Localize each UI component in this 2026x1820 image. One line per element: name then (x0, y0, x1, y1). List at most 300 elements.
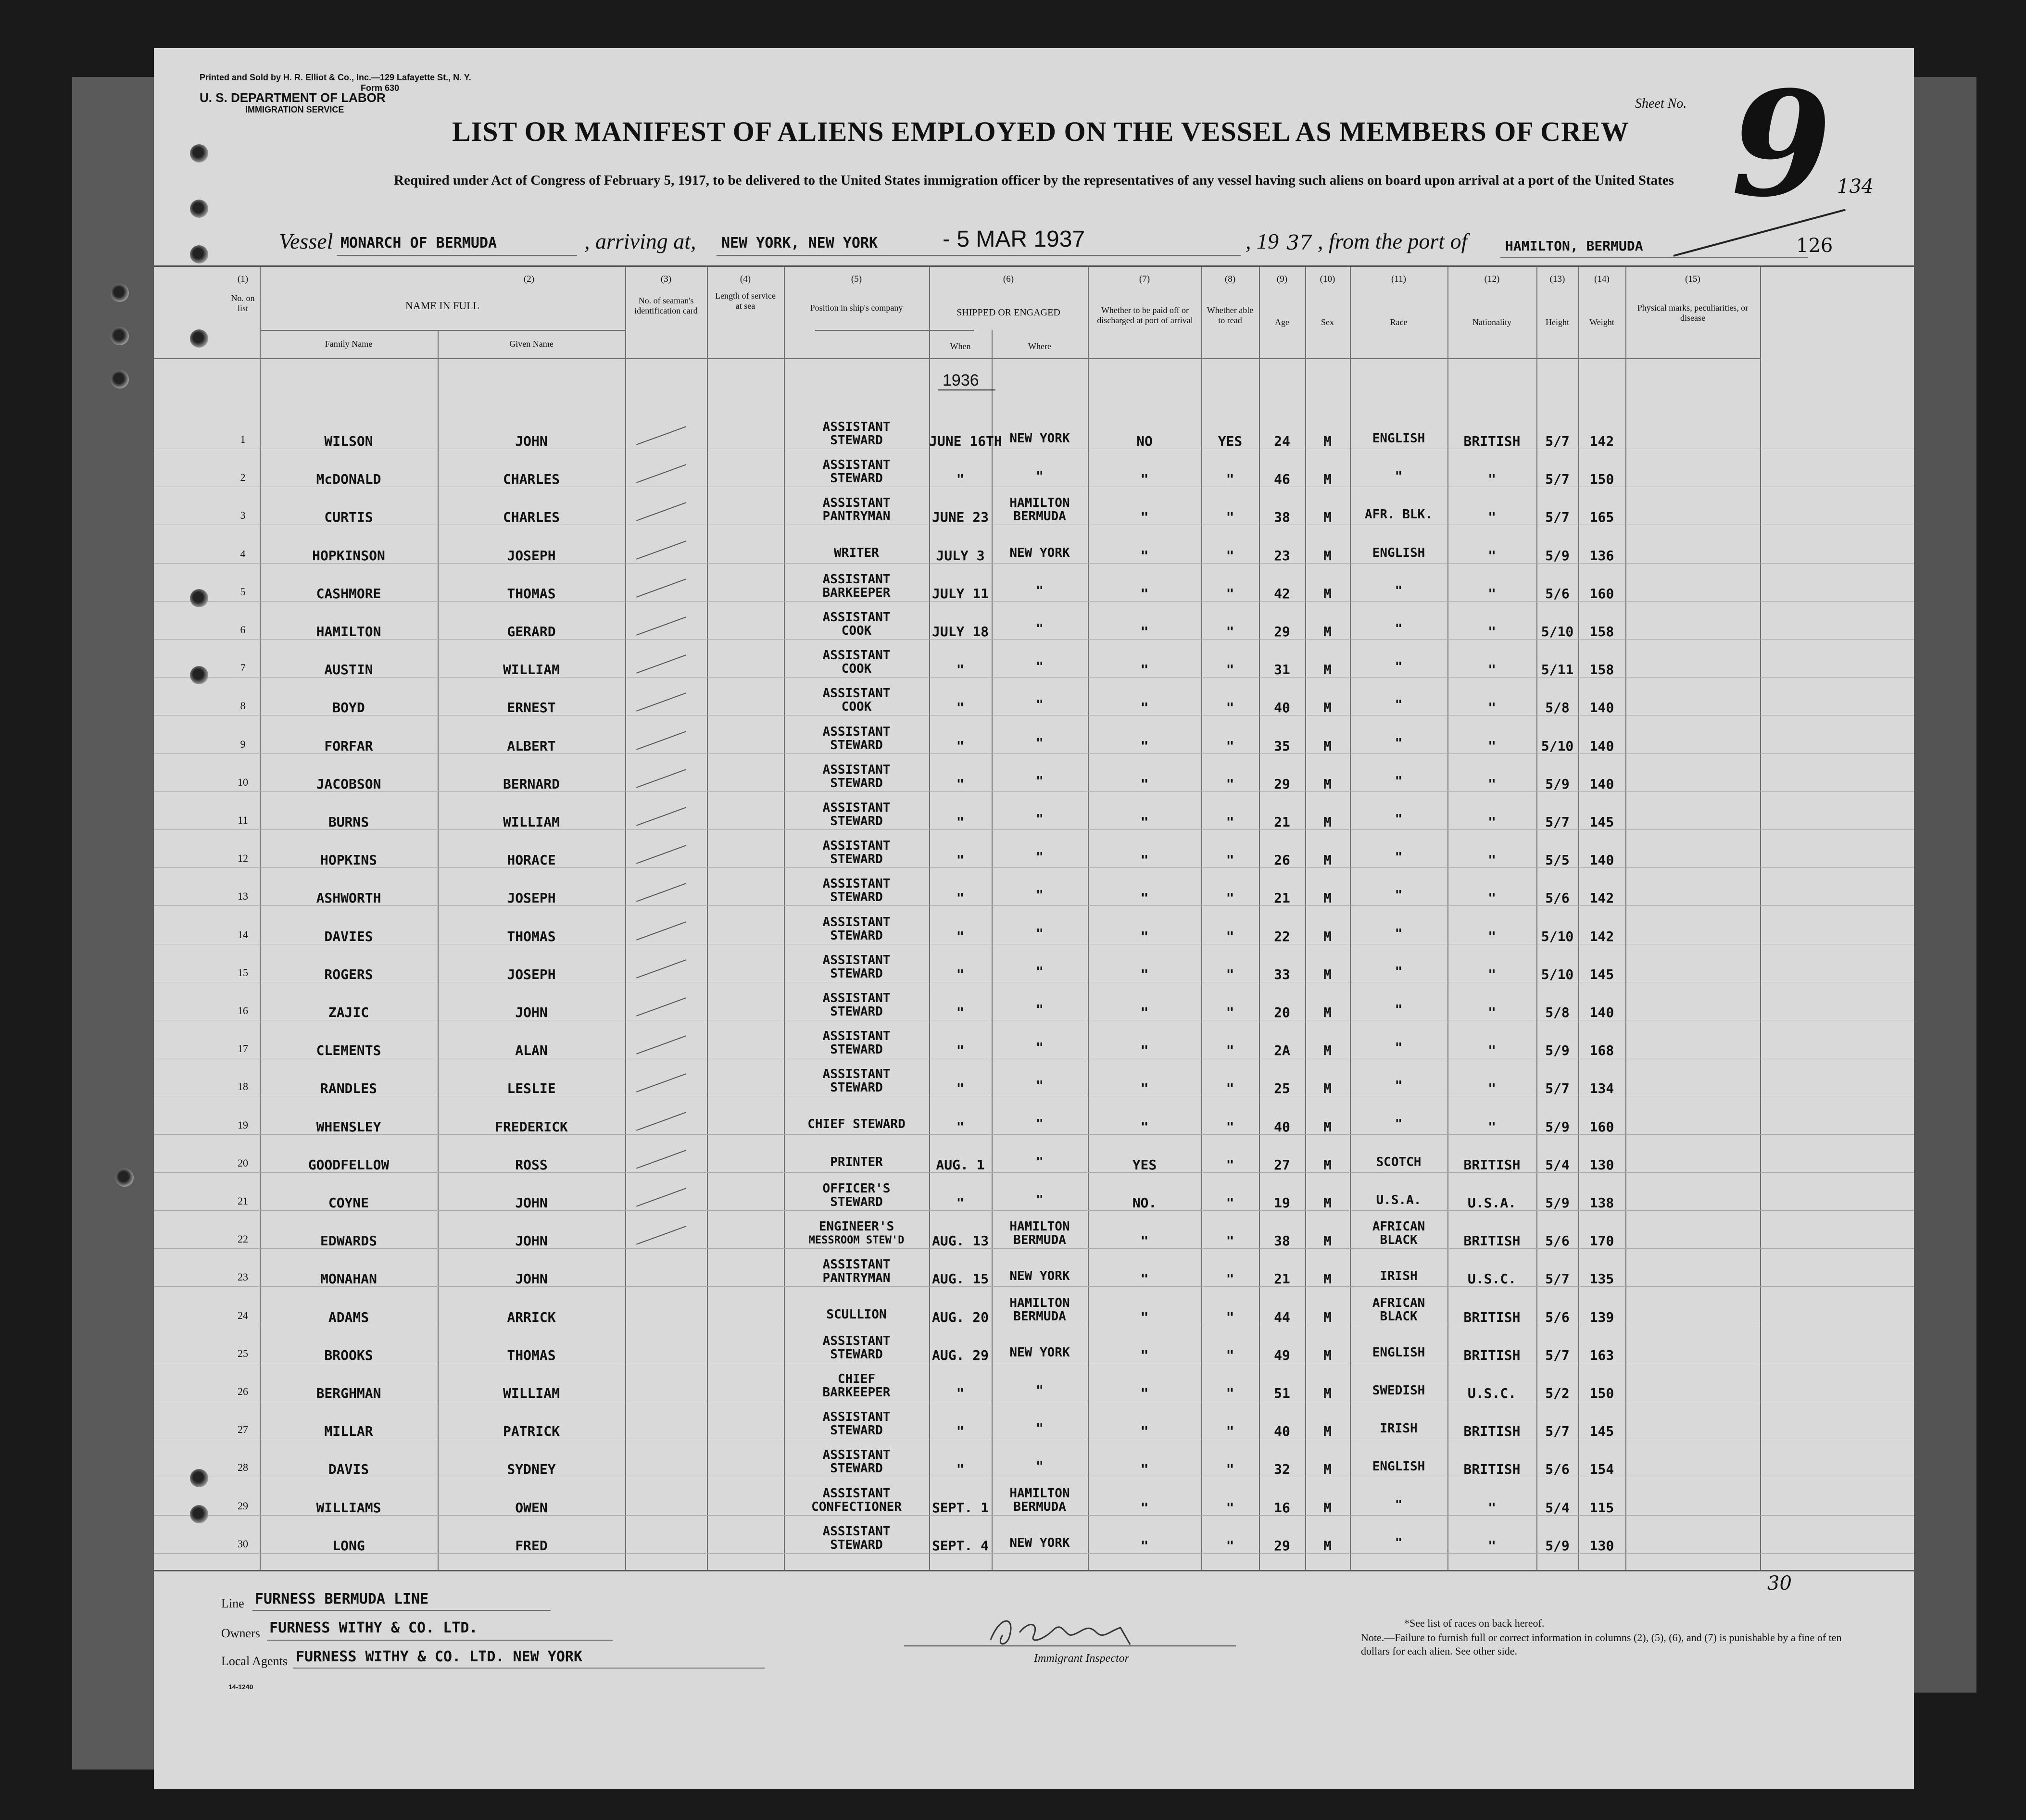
cell-where1: " (1036, 1155, 1044, 1169)
cell-race1: " (1395, 926, 1403, 941)
cell-read: " (1226, 852, 1234, 868)
cell-family: DAVIES (324, 928, 373, 944)
cell-where1: " (1036, 1117, 1044, 1131)
table-row (154, 911, 1914, 949)
cell-height: 5/7 (1545, 814, 1570, 830)
cell-given: THOMAS (507, 928, 556, 944)
cell-family: CASHMORE (316, 585, 381, 602)
cell-no: 3 (240, 509, 246, 522)
cell-height: 5/4 (1545, 1156, 1570, 1173)
col-num-14: (14) (1594, 274, 1610, 284)
table-row (154, 568, 1914, 606)
cell-given: BERNARD (503, 776, 560, 792)
cell-sex: M (1323, 700, 1332, 716)
id-card-slash-mark (636, 1226, 686, 1245)
cell-weight: 134 (1589, 1080, 1614, 1097)
cell-where1: " (1036, 1383, 1044, 1398)
cell-where1: " (1036, 1003, 1044, 1017)
cell-where1: " (1036, 1041, 1044, 1055)
cell-given: WILLIAM (503, 662, 560, 678)
cell-pos1: ASSISTANT (822, 648, 891, 663)
header-age: Age (1275, 317, 1289, 327)
cell-no: 17 (238, 1042, 248, 1055)
cell-when: AUG. 1 (936, 1156, 985, 1173)
punch-hole (190, 200, 208, 218)
cell-nat: " (1488, 624, 1496, 640)
id-card-slash-mark (636, 1150, 686, 1169)
cell-race1: SWEDISH (1372, 1383, 1425, 1398)
cell-read: " (1226, 1042, 1234, 1059)
cell-no: 6 (240, 624, 246, 636)
cell-nat: BRITISH (1463, 1461, 1521, 1478)
cell-weight: 140 (1589, 776, 1614, 792)
cell-height: 5/6 (1545, 1309, 1570, 1325)
cell-where1: " (1036, 1079, 1044, 1093)
id-card-slash-mark (636, 693, 686, 712)
header-name-in-full: NAME IN FULL (405, 300, 479, 312)
manifest-page (154, 48, 1914, 1789)
cell-pos1: ASSISTANT (822, 1448, 891, 1463)
cell-no: 19 (238, 1118, 248, 1131)
cell-sex: M (1323, 814, 1332, 830)
owners-label: Owners (221, 1626, 260, 1640)
cell-age: 35 (1274, 738, 1290, 754)
cell-age: 38 (1274, 509, 1290, 526)
punch-hole (190, 666, 208, 684)
cell-family: HOPKINS (320, 852, 377, 868)
cell-family: BROOKS (324, 1347, 373, 1363)
cell-family: AUSTIN (324, 662, 373, 678)
cell-given: WILLIAM (503, 1385, 560, 1401)
cell-height: 5/7 (1545, 1423, 1570, 1440)
cell-paid: " (1140, 776, 1149, 792)
vessel-label: Vessel (279, 229, 333, 253)
cell-race1: " (1395, 1497, 1403, 1512)
cell-age: 51 (1274, 1385, 1290, 1401)
cell-pos2: STEWARD (830, 738, 883, 753)
cell-where1: NEW YORK (1009, 1269, 1070, 1284)
cell-read: " (1226, 1271, 1234, 1287)
cell-nat: " (1488, 662, 1496, 678)
cell-paid: " (1140, 547, 1149, 564)
year-heading: 1936 (943, 371, 979, 389)
punch-hole (111, 370, 129, 389)
form-code: 14-1240 (228, 1683, 253, 1691)
cell-no: 29 (238, 1499, 248, 1512)
cell-pos1: ASSISTANT (822, 1067, 891, 1082)
cell-read: " (1226, 1461, 1234, 1478)
cell-family: WILLIAMS (316, 1499, 381, 1516)
cell-pos2: STEWARD (830, 1537, 883, 1552)
cell-where2: BERMUDA (1013, 1233, 1066, 1248)
col-num-8: (8) (1224, 274, 1236, 284)
cell-where1: HAMILTON (1009, 1486, 1070, 1501)
cell-no: 22 (238, 1233, 248, 1245)
cell-height: 5/6 (1545, 1233, 1570, 1249)
cell-paid: " (1140, 1118, 1149, 1135)
cell-paid: " (1140, 471, 1149, 488)
cell-weight: 140 (1589, 700, 1614, 716)
cell-given: JOHN (515, 1004, 548, 1020)
cell-sex: M (1323, 1271, 1332, 1287)
cell-family: FORFAR (324, 738, 373, 754)
cell-weight: 142 (1589, 890, 1614, 906)
col-num-12: (12) (1484, 274, 1500, 284)
table-row (154, 797, 1914, 835)
table-row (154, 682, 1914, 720)
cell-age: 40 (1274, 1118, 1290, 1135)
cell-height: 5/9 (1545, 776, 1570, 792)
cell-race1: " (1395, 888, 1403, 903)
cell-height: 5/9 (1545, 1042, 1570, 1059)
cell-weight: 165 (1589, 509, 1614, 526)
cell-no: 25 (238, 1347, 248, 1359)
id-card-slash-mark (636, 921, 686, 941)
cell-pos1: ASSISTANT (822, 991, 891, 1005)
table-row (154, 1140, 1914, 1178)
cell-family: DAVIS (328, 1461, 369, 1478)
sheet-number: 9 (1731, 59, 1832, 229)
cell-where1: " (1036, 926, 1044, 941)
col-num-1: (1) (237, 274, 249, 284)
table-row (154, 1406, 1914, 1444)
cell-where1: " (1036, 469, 1044, 484)
cell-no: 5 (240, 585, 246, 598)
cell-race1: IRISH (1380, 1269, 1418, 1284)
cell-given: OWEN (515, 1499, 548, 1516)
col-num-6: (6) (1003, 274, 1014, 284)
cell-pos2: BARKEEPER (822, 585, 891, 600)
cell-pos1: ASSISTANT (822, 953, 891, 967)
cell-pos2: STEWARD (830, 1042, 883, 1057)
cell-where1: " (1036, 812, 1044, 827)
cell-sex: M (1323, 1423, 1332, 1440)
cell-where1: " (1036, 774, 1044, 789)
cell-paid: " (1140, 852, 1149, 868)
cell-when: AUG. 15 (931, 1271, 989, 1287)
cell-age: 40 (1274, 1423, 1290, 1440)
cell-height: 5/10 (1541, 928, 1574, 944)
cell-read: " (1226, 700, 1234, 716)
cell-paid: " (1140, 1004, 1149, 1020)
cell-weight: 135 (1589, 1271, 1614, 1287)
cell-race1: IRISH (1380, 1421, 1418, 1436)
cell-nat: BRITISH (1463, 1423, 1521, 1440)
cell-no: 9 (240, 738, 246, 750)
cell-weight: 154 (1589, 1461, 1614, 1478)
cell-pos1: ASSISTANT (822, 1486, 891, 1501)
sheet-number-label: Sheet No. (1635, 96, 1687, 111)
total-mark: 30 (1767, 1572, 1792, 1594)
cell-height: 5/11 (1541, 662, 1574, 678)
cell-paid: " (1140, 700, 1149, 716)
cell-where1: NEW YORK (1009, 1345, 1070, 1360)
cell-age: 33 (1274, 966, 1290, 982)
cell-family: RANDLES (320, 1080, 377, 1097)
cell-where1: NEW YORK (1009, 431, 1070, 446)
cell-pos2: STEWARD (830, 433, 883, 448)
cell-sex: M (1323, 966, 1332, 982)
cell-pos2: STEWARD (830, 814, 883, 828)
cell-when: " (956, 471, 965, 488)
cell-family: ASHWORTH (316, 890, 381, 906)
table-row (154, 1063, 1914, 1101)
cell-given: JOHN (515, 433, 548, 449)
cell-age: 26 (1274, 852, 1290, 868)
cell-weight: 138 (1589, 1195, 1614, 1211)
id-card-slash-mark (636, 959, 686, 979)
cell-height: 5/7 (1545, 1080, 1570, 1097)
cell-race1: " (1395, 698, 1403, 713)
cell-pos1: ASSISTANT (822, 762, 891, 777)
cell-nat: " (1488, 1499, 1496, 1516)
table-row (154, 1102, 1914, 1140)
cell-height: 5/4 (1545, 1499, 1570, 1516)
cell-age: 2A (1274, 1042, 1290, 1059)
cell-where1: " (1036, 1421, 1044, 1436)
cell-where2: BERMUDA (1013, 1499, 1066, 1514)
cell-read: " (1226, 890, 1234, 906)
cell-height: 5/7 (1545, 1271, 1570, 1287)
cell-when: " (956, 814, 965, 830)
header-family-name: Family Name (325, 339, 373, 349)
header-shipped: SHIPPED OR ENGAGED (956, 307, 1060, 318)
col-num-9: (9) (1276, 274, 1288, 284)
arriving-label: , arriving at, (584, 229, 696, 253)
cell-age: 22 (1274, 928, 1290, 944)
id-card-slash-mark (636, 1112, 686, 1131)
punch-hole (111, 284, 129, 302)
cell-nat: " (1488, 585, 1496, 602)
cell-family: MILLAR (324, 1423, 373, 1440)
cell-age: 23 (1274, 547, 1290, 564)
cell-weight: 130 (1589, 1156, 1614, 1173)
id-card-slash-mark (636, 654, 686, 674)
cell-age: 31 (1274, 662, 1290, 678)
cell-read: " (1226, 928, 1234, 944)
cell-given: ALBERT (507, 738, 556, 754)
cell-given: ARRICK (507, 1309, 556, 1325)
cell-pos2: COOK (841, 662, 872, 677)
cell-when: " (956, 1042, 965, 1059)
cell-pos2: STEWARD (830, 852, 883, 867)
cell-paid: " (1140, 585, 1149, 602)
cell-height: 5/2 (1545, 1385, 1570, 1401)
cell-sex: M (1323, 1004, 1332, 1020)
cell-family: ZAJIC (328, 1004, 369, 1020)
cell-where1: NEW YORK (1009, 545, 1070, 560)
cell-weight: 145 (1589, 966, 1614, 982)
from-label: , from the port of (1318, 229, 1468, 253)
cell-race1: SCOTCH (1376, 1155, 1422, 1169)
cell-height: 5/9 (1545, 547, 1570, 564)
cell-pos1: PRINTER (830, 1155, 883, 1169)
cell-weight: 158 (1589, 662, 1614, 678)
cell-age: 21 (1274, 890, 1290, 906)
cell-weight: 168 (1589, 1042, 1614, 1059)
cell-where1: " (1036, 698, 1044, 713)
cell-height: 5/10 (1541, 966, 1574, 982)
cell-weight: 136 (1589, 547, 1614, 564)
cell-height: 5/5 (1545, 852, 1570, 868)
cell-race1: " (1395, 469, 1403, 484)
cell-race1: " (1395, 622, 1403, 636)
table-row (154, 416, 1914, 454)
id-card-slash-mark (636, 769, 686, 788)
cell-when: JULY 11 (931, 585, 989, 602)
table-row (154, 606, 1914, 644)
cell-race1: " (1395, 660, 1403, 675)
header-no-on-list: No. on list (231, 293, 255, 313)
cell-age: 29 (1274, 776, 1290, 792)
cell-race1: " (1395, 964, 1403, 979)
cell-where1: " (1036, 1193, 1044, 1207)
cell-when: " (956, 1385, 965, 1401)
cell-pos1: ASSISTANT (822, 1257, 891, 1272)
cell-nat: " (1488, 509, 1496, 526)
cell-weight: 140 (1589, 1004, 1614, 1020)
cell-family: EDWARDS (320, 1233, 377, 1249)
table-row (154, 873, 1914, 911)
margin-number: 134 (1837, 176, 1874, 198)
punch-hole (190, 1469, 208, 1487)
cell-pos1: ASSISTANT (822, 1029, 891, 1044)
id-card-slash-mark (636, 464, 686, 483)
cell-race1: ENGLISH (1372, 1459, 1425, 1474)
cell-pos1: ASSISTANT (822, 1524, 891, 1539)
cell-nat: " (1488, 890, 1496, 906)
id-card-slash-mark (636, 1188, 686, 1207)
punch-hole (190, 329, 208, 348)
note-races: *See list of races on back hereof. (1404, 1617, 1545, 1629)
cell-when: " (956, 738, 965, 754)
cell-when: JUNE 16TH (929, 433, 1002, 449)
printer-line: Printed and Sold by H. R. Elliot & Co., Inc.—129 Lafayette St., N. Y. (200, 73, 471, 82)
punch-hole (115, 1168, 134, 1187)
table-row (154, 949, 1914, 987)
cell-given: ERNEST (507, 700, 556, 716)
header-physical-marks: Physical marks, peculiarities, or disease (1637, 303, 1749, 323)
date-stamp: - 5 MAR 1937 (943, 226, 1085, 252)
cell-when: SEPT. 4 (931, 1537, 989, 1554)
cell-nat: BRITISH (1463, 1309, 1521, 1325)
cell-age: 46 (1274, 471, 1290, 488)
cell-sex: M (1323, 1537, 1332, 1554)
cell-when: " (956, 1195, 965, 1211)
cell-where1: " (1036, 622, 1044, 636)
cell-paid: " (1140, 1080, 1149, 1097)
cell-age: 40 (1274, 700, 1290, 716)
cell-race1: " (1395, 1079, 1403, 1093)
cell-weight: 140 (1589, 738, 1614, 754)
cell-when: " (956, 1461, 965, 1478)
cell-weight: 145 (1589, 814, 1614, 830)
cell-given: CHARLES (503, 471, 560, 488)
cell-no: 1 (240, 433, 246, 445)
col-num-11: (11) (1391, 274, 1406, 284)
header-when: When (950, 341, 971, 351)
cell-given: CHARLES (503, 509, 560, 526)
cell-sex: M (1323, 852, 1332, 868)
cell-pos1: SCULLION (826, 1307, 887, 1322)
cell-sex: M (1323, 928, 1332, 944)
cell-weight: 170 (1589, 1233, 1614, 1249)
table-row (154, 454, 1914, 492)
cell-height: 5/10 (1541, 624, 1574, 640)
cell-race1: ENGLISH (1372, 1345, 1425, 1360)
cell-when: AUG. 20 (931, 1309, 989, 1325)
cell-given: PATRICK (503, 1423, 560, 1440)
cell-nat: U.S.C. (1467, 1271, 1517, 1287)
cell-pos1: ASSISTANT (822, 458, 891, 473)
cell-given: SYDNEY (507, 1461, 556, 1478)
cell-pos1: ASSISTANT (822, 839, 891, 854)
punch-hole (190, 144, 208, 163)
cell-age: 27 (1274, 1156, 1290, 1173)
cell-read: " (1226, 738, 1234, 754)
cell-age: 29 (1274, 624, 1290, 640)
col-num-13: (13) (1549, 274, 1565, 284)
cell-nat: " (1488, 966, 1496, 982)
cell-paid: NO. (1132, 1195, 1157, 1211)
cell-given: THOMAS (507, 1347, 556, 1363)
arriving-port: NEW YORK, NEW YORK (721, 235, 878, 251)
cell-where1: " (1036, 964, 1044, 979)
cell-family: WHENSLEY (316, 1118, 381, 1135)
table-row (154, 492, 1914, 530)
cell-pos2: STEWARD (830, 966, 883, 981)
cell-nat: U.S.C. (1467, 1385, 1517, 1401)
cell-pos2: MESSROOM STEW'D (808, 1234, 905, 1247)
cell-weight: 160 (1589, 1118, 1614, 1135)
cell-when: " (956, 1080, 965, 1097)
cell-age: 38 (1274, 1233, 1290, 1249)
cell-weight: 140 (1589, 852, 1614, 868)
year-value: 37 (1286, 231, 1312, 254)
cell-family: COYNE (328, 1195, 369, 1211)
cell-age: 20 (1274, 1004, 1290, 1020)
cell-weight: 150 (1589, 1385, 1614, 1401)
cell-race1: " (1395, 774, 1403, 789)
cell-height: 5/9 (1545, 1195, 1570, 1211)
cell-paid: " (1140, 1537, 1149, 1554)
cell-nat: BRITISH (1463, 1233, 1521, 1249)
cell-race1: U.S.A. (1376, 1193, 1422, 1207)
id-card-slash-mark (636, 502, 686, 522)
cell-race1: ENGLISH (1372, 431, 1425, 446)
cell-when: " (956, 1004, 965, 1020)
id-card-slash-mark (636, 1035, 686, 1054)
cell-sex: M (1323, 509, 1332, 526)
cell-family: HOPKINSON (312, 547, 385, 564)
cell-pos1: ASSISTANT (822, 610, 891, 625)
cell-nat: " (1488, 1080, 1496, 1097)
cell-race1: AFRICAN (1372, 1219, 1425, 1234)
cell-weight: 115 (1589, 1499, 1614, 1516)
page-title: LIST OR MANIFEST OF ALIENS EMPLOYED ON THE VESSEL AS MEMBERS OF CREW (452, 116, 1629, 147)
cell-weight: 142 (1589, 433, 1614, 449)
cell-no: 13 (238, 890, 248, 903)
cell-weight: 145 (1589, 1423, 1614, 1440)
cell-paid: " (1140, 1271, 1149, 1287)
cell-read: " (1226, 662, 1234, 678)
cell-no: 21 (238, 1195, 248, 1207)
cell-pos2: STEWARD (830, 1080, 883, 1095)
cell-no: 10 (238, 776, 248, 788)
cell-given: WILLIAM (503, 814, 560, 830)
cell-race1: " (1395, 850, 1403, 865)
cell-family: BERGHMAN (316, 1385, 381, 1401)
